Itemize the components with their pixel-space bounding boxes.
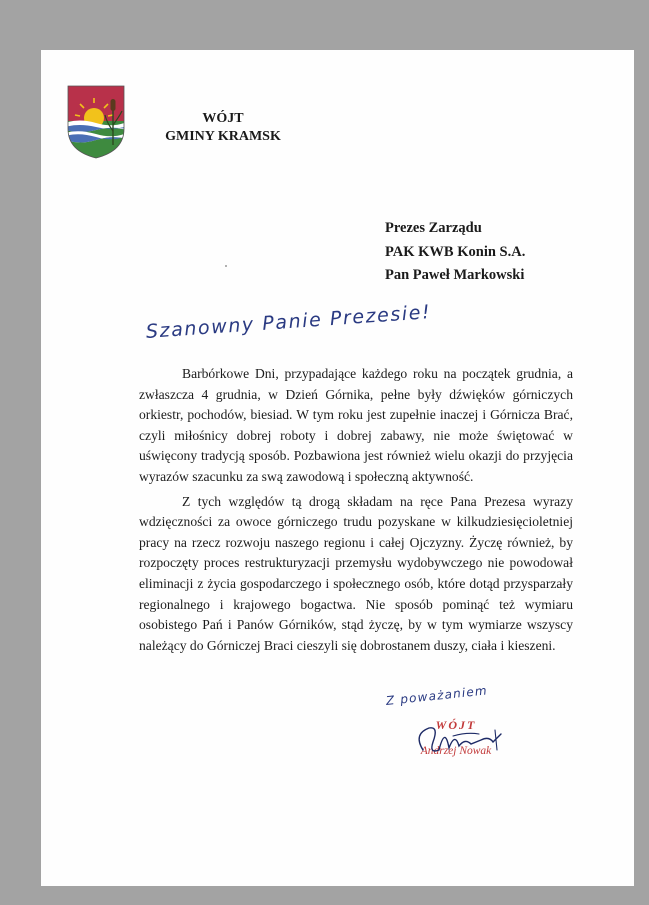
paper-speck — [225, 265, 227, 267]
stamp-title: WÓJT — [435, 718, 477, 732]
signature-icon — [409, 720, 509, 760]
recipient-company: PAK KWB Konin S.A. — [385, 243, 526, 260]
recipient-position: Prezes Zarządu — [385, 220, 482, 236]
coat-of-arms-icon — [67, 85, 125, 159]
issuer-title: WÓJT — [202, 111, 244, 126]
recipient-name: Pan Paweł Markowski — [385, 267, 525, 283]
letter-page — [41, 50, 634, 886]
body-paragraph: Z tych względów tą drogą składam na ręce Pana Prezesa wyrazy wdzięczności za owoce górniczego trudu pozyskane w kilkudziesięcioletniej pracy na rzecz rozwoju naszego regionu i całej Ojczyzny. Życzę również, by rozpoczęty proces restrukturyzacji przemysłu wydobywczego nie powodował eliminacji z życia gospodarczego i społecznego osób, które dotąd przysparzały regionalnego i krajowego bogactwa. Nie sposób pominąć też wymiaru osobistego Pań i Panów Górników, stąd życzę, by w tym wymiarze wszyscy należący do Górniczej Braci cieszyli się dobrostanem duszy, ciała i kieszeni. — [139, 493, 573, 653]
body-paragraph: Barbórkowe Dni, przypadające każdego roku na początek grudnia, a zwłaszcza 4 grudnia, w Dzień Górnika, pełne były dźwięków górniczych orkiestr, pochodów, biesiad. W tym roku jest zupełnie inaczej i Górnicza Brać, czyli miłośnicy dobrej roboty i dobrej zabawy, nie może świętować w uświęcony tradycją sposób. Pozbawiona jest również wielu okazji do przyjęcia wyrazów szacunku za swą zawodową i społeczną aktywność. — [139, 366, 573, 484]
stamp-name: Andrzej Nowak — [420, 745, 492, 757]
letter-body — [139, 364, 573, 656]
handwritten-closing: Z poważaniem — [385, 683, 489, 708]
recipient-block — [385, 217, 525, 288]
handwritten-greeting: Szanowny Panie Prezesie! — [145, 301, 432, 343]
issuer-heading — [153, 110, 293, 146]
issuer-office: GMINY KRAMSK — [165, 129, 281, 144]
